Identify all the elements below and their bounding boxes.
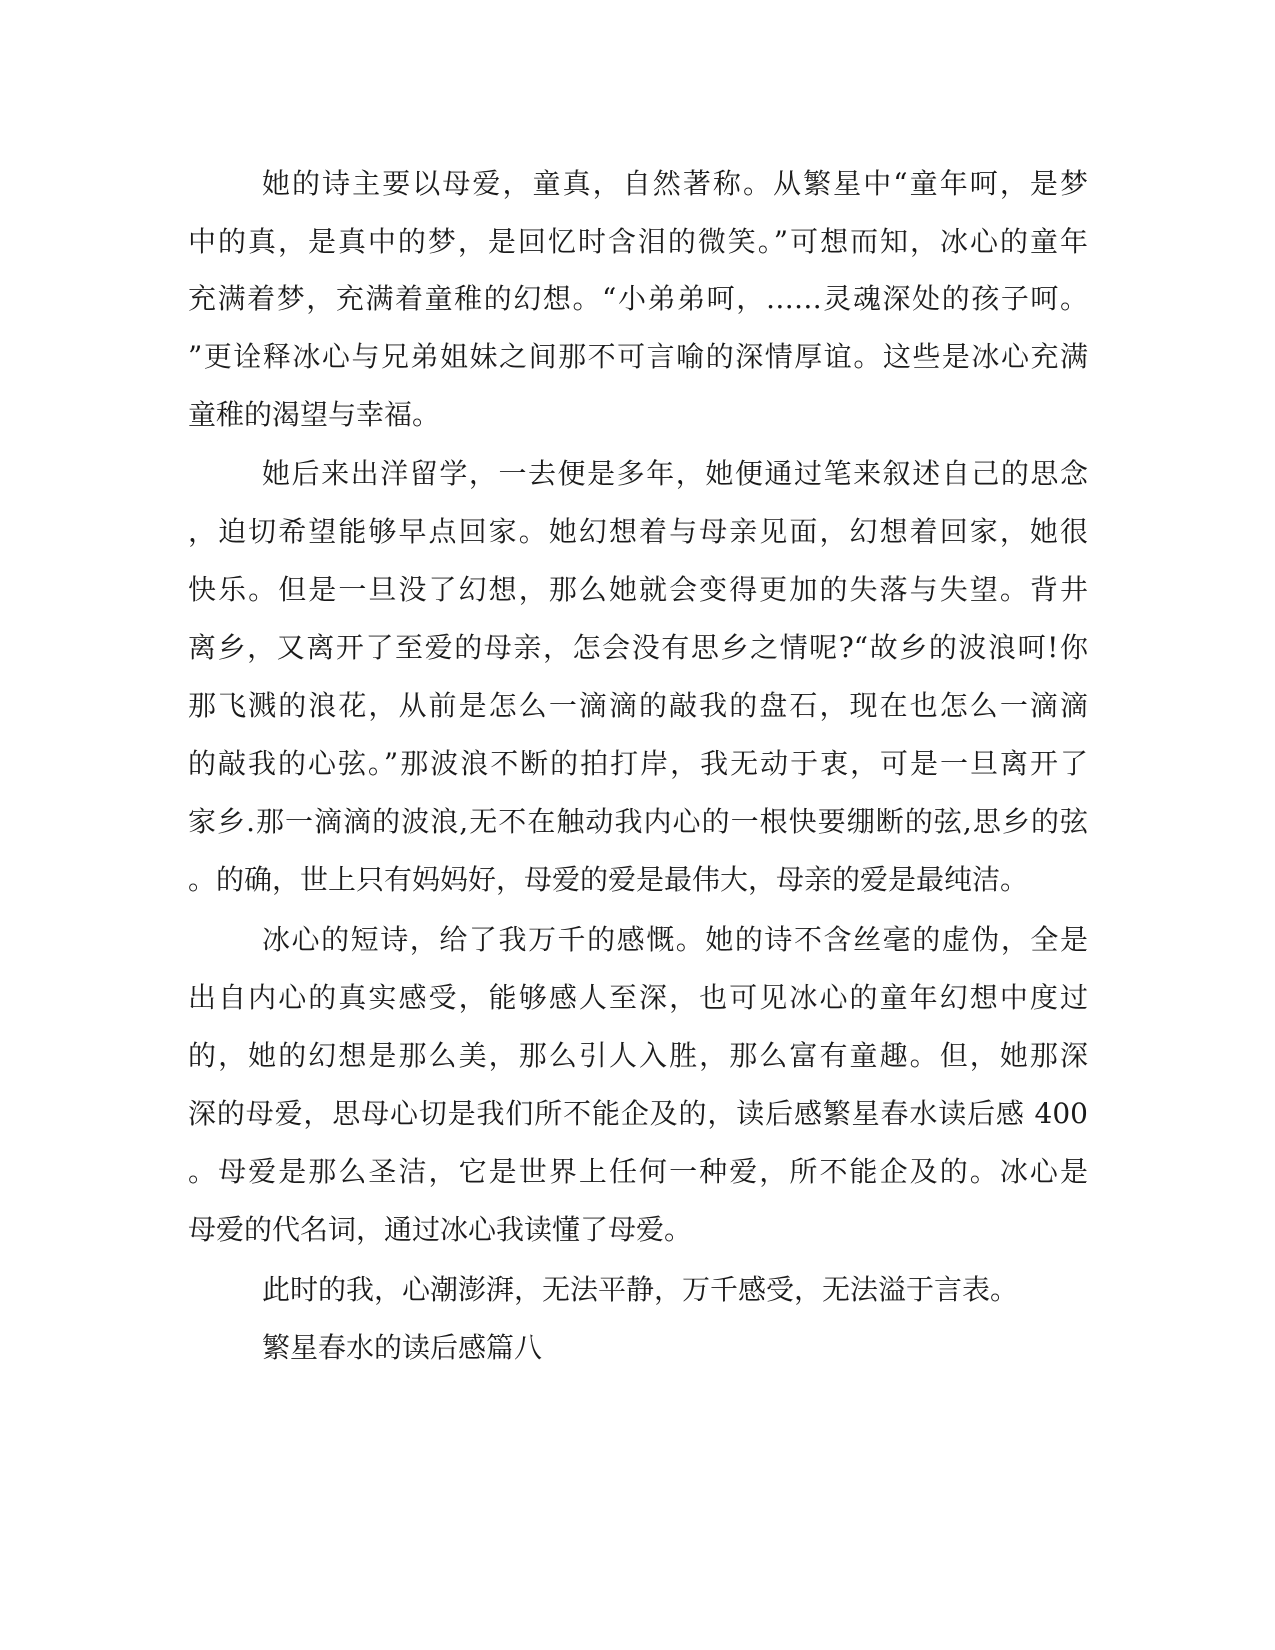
paragraph-2-line-5: 那飞溅的浪花，从前是怎么一滴滴的敲我的盘石，现在也怎么一滴滴 — [188, 689, 1088, 722]
paragraph-3-line-5: 。母爱是那么圣洁，它是世界上任何一种爱，所不能企及的。冰心是 — [188, 1155, 1088, 1188]
paragraph-4-line-1: 此时的我，心潮澎湃，无法平静，万千感受，无法溢于言表。 — [262, 1273, 1019, 1306]
section-heading: 繁星春水的读后感篇八 — [262, 1331, 543, 1364]
paragraph-1-line-1: 她的诗主要以母爱，童真，自然著称。从繁星中“童年呵，是梦 — [262, 167, 1088, 200]
paragraph-3-line-6: 母爱的代名词，通过冰心我读懂了母爱。 — [188, 1213, 693, 1246]
paragraph-3-line-3: 的，她的幻想是那么美，那么引人入胜，那么富有童趣。但，她那深 — [188, 1039, 1088, 1072]
paragraph-1-line-4: ”更诠释冰心与兄弟姐妹之间那不可言喻的深情厚谊。这些是冰心充满 — [188, 340, 1088, 373]
paragraph-2-line-7: 家乡.那一滴滴的波浪,无不在触动我内心的一根快要绷断的弦,思乡的弦 — [188, 805, 1088, 838]
paragraph-3-line-2: 出自内心的真实感受，能够感人至深，也可见冰心的童年幻想中度过 — [188, 981, 1088, 1014]
paragraph-2-line-2: ，迫切希望能够早点回家。她幻想着与母亲见面，幻想着回家，她很 — [188, 515, 1088, 548]
paragraph-3-line-4: 深的母爱，思母心切是我们所不能企及的，读后感繁星春水读后感 400 — [188, 1097, 1088, 1130]
paragraph-3-line-1: 冰心的短诗，给了我万千的感慨。她的诗不含丝毫的虚伪，全是 — [262, 923, 1088, 956]
paragraph-2-line-8: 。的确，世上只有妈妈好，母爱的爱是最伟大，母亲的爱是最纯洁。 — [188, 863, 1029, 896]
paragraph-2-line-6: 的敲我的心弦。”那波浪不断的拍打岸，我无动于衷，可是一旦离开了 — [188, 747, 1088, 780]
paragraph-2-line-3: 快乐。但是一旦没了幻想，那么她就会变得更加的失落与失望。背井 — [188, 573, 1088, 606]
paragraph-1-line-2: 中的真，是真中的梦，是回忆时含泪的微笑。”可想而知，冰心的童年 — [188, 225, 1088, 258]
paragraph-1-line-3: 充满着梦，充满着童稚的幻想。“小弟弟呵，……灵魂深处的孩子呵。 — [188, 282, 1088, 315]
paragraph-2-line-4: 离乡，又离开了至爱的母亲，怎会没有思乡之情呢?“故乡的波浪呵!你 — [188, 631, 1088, 664]
paragraph-2-line-1: 她后来出洋留学，一去便是多年，她便通过笔来叙述自己的思念 — [262, 457, 1088, 490]
paragraph-1-line-5: 童稚的渴望与幸福。 — [188, 398, 441, 431]
